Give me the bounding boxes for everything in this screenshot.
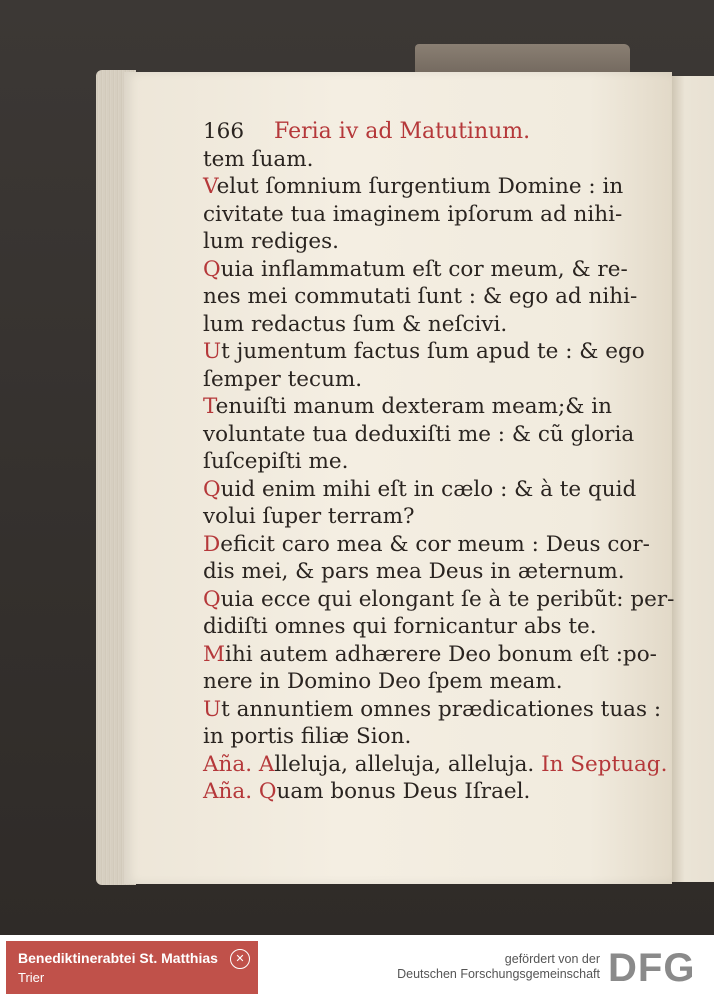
text-line [203,146,653,174]
text-line [203,586,675,614]
line-text: didiſti omnes qui fornicantur abs te. [203,614,597,639]
verse-initial: Q [203,586,221,612]
text-line [203,668,653,696]
line-text: ihi autem adhærere Deo bonum eſt :po- [225,641,657,667]
line-text: t jumentum factus ſum apud te : & ego [221,339,645,364]
text-line [203,723,653,751]
line-text: lum rediges. [203,229,339,254]
line-text: elut ſomnium ſurgentium Domine : in [216,174,624,199]
running-title: Feria iv ad Matutinum. [274,119,531,144]
funding-line-1: gefördert von der [504,952,600,966]
antiphon-line [203,778,653,806]
verse-initial: U [203,696,222,722]
line-text: uid enim mihi eſt in cælo : & à te quid [220,476,637,502]
page-header [203,118,653,146]
line-text: in portis filiæ Sion. [203,724,412,749]
institution-logo-icon: ✕ [230,949,250,969]
line-text: voluntate tua deduxiſti me : & cũ gloria [203,421,635,447]
text-line [203,393,653,421]
text-line [203,448,653,476]
line-text: t annuntiem omnes prædicationes tuas : [221,696,662,722]
line-text: lum redactus ſum & neſcivi. [203,311,508,337]
text-line [203,366,653,394]
antiphon-note: In Septuag. [541,751,668,777]
line-text: civitate tua imaginem ipſorum ad nihi- [203,201,623,227]
verse-initial: Q [203,476,221,502]
antiphon-text: lleluja, alleluja, alleluja. [274,751,535,777]
line-text: nes mei commutati ſunt : & ego ad nihi- [203,284,638,309]
text-line [203,256,653,284]
line-text: dis mei, & pars mea Deus in æternum. [203,559,625,584]
text-line [203,558,653,586]
text-line [203,228,653,256]
line-text: tem ſuam. [203,146,314,172]
text-line [203,531,653,559]
text-line [203,311,653,339]
line-text: nere in Domino Deo ſpem meam. [203,669,563,694]
text-line [203,283,653,311]
text-line [203,338,653,366]
antiphon-initial: Q [258,779,277,804]
antiphon-label: Aña. [203,751,253,777]
antiphon-label: Aña. [203,779,253,804]
line-text: ſuſcepiſti me. [203,449,349,474]
line-text: uia ecce qui elongant ſe à te peribũt: per- [220,586,675,612]
verse-initial: M [203,641,226,667]
antiphon-line [203,751,668,779]
institution-badge[interactable] [6,941,258,994]
text-lines [203,146,675,751]
text-line [203,503,653,531]
text-line [203,201,653,229]
line-text: eficit caro mea & cor meum : Deus cor- [220,531,650,557]
line-text: volui ſuper terram? [203,504,415,529]
funding-text [360,952,600,982]
line-text: uia inflammatum eſt cor meum, & re- [220,256,628,282]
verse-initial: V [203,174,217,199]
verse-initial: T [203,394,216,419]
text-line [203,613,653,641]
funding-line-2: Deutschen Forschungsgemeinschaft [397,967,600,981]
institution-name: Benediktinerabtei St. Matthias [18,950,218,966]
dfg-logo[interactable]: DFG [608,946,696,990]
text-line [203,476,653,504]
facing-page-edge [672,76,714,882]
text-line [203,421,653,449]
text-line [203,641,657,669]
institution-city: Trier [18,970,45,985]
antiphon-text: uam bonus Deus Iſrael. [276,779,531,804]
line-text: ſemper tecum. [203,366,363,392]
antiphon-initial: A [258,751,275,777]
verse-initial: Q [203,256,221,282]
page-text [203,118,675,806]
text-line [203,696,662,724]
text-line [203,173,653,201]
line-text: enuiſti manum dexteram meam;& in [215,394,612,419]
page-number: 166 [203,119,245,144]
verse-initial: D [203,531,221,557]
verse-initial: U [203,339,222,364]
